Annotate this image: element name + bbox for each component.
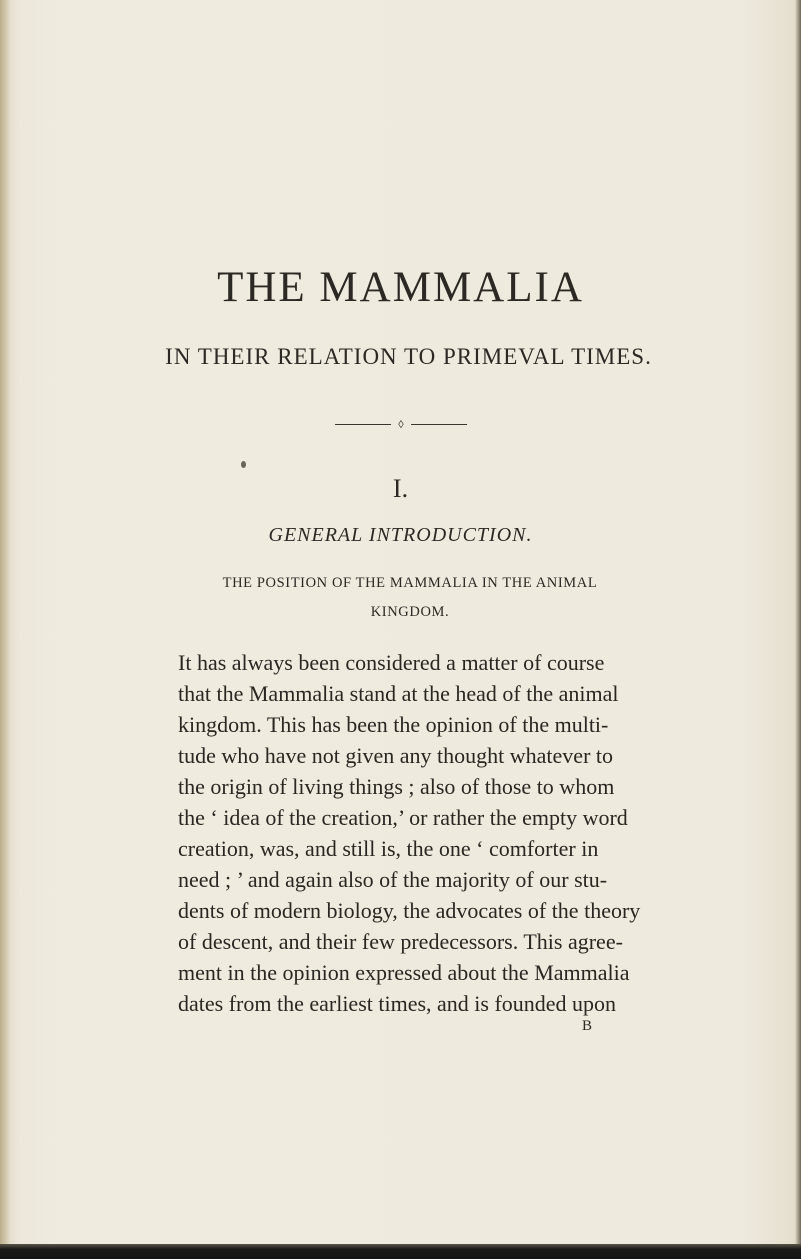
body-line: the ‘ idea of the creation,’ or rather the empty word xyxy=(178,805,628,830)
ornament-rule-right xyxy=(411,424,467,425)
body-line: dents of modern biology, the advocates of the theory xyxy=(178,898,641,923)
body-line: It has always been considered a matter of course xyxy=(178,650,605,675)
book-title: THE MAMMALIA xyxy=(217,264,584,311)
body-line: creation, was, and still is, the one ‘ comforter in xyxy=(178,836,599,861)
section-title: GENERAL INTRODUCTION. xyxy=(268,524,533,546)
subheading-line: THE POSITION OF THE MAMMALIA IN THE ANIMAL xyxy=(222,575,598,591)
diamond-ornament-icon: ◊ xyxy=(398,419,404,431)
chapter-number: I. xyxy=(392,474,409,503)
page-spine-shadow xyxy=(0,0,10,1259)
page-edge xyxy=(795,0,801,1259)
body-line: the origin of living things ; also of those to whom xyxy=(178,774,615,799)
ornament-divider xyxy=(335,419,467,431)
section-subheading xyxy=(150,569,670,627)
ink-speck xyxy=(241,461,246,468)
body-line: kingdom. This has been the opinion of the multi- xyxy=(178,712,609,737)
body-line: ment in the opinion expressed about the Mammalia xyxy=(178,960,630,985)
body-line: dates from the earliest times, and is founded upon xyxy=(178,991,617,1016)
subheading-line: KINGDOM. xyxy=(370,604,450,620)
body-line: tude who have not given any thought whatever to xyxy=(178,743,614,768)
body-line: that the Mammalia stand at the head of the animal xyxy=(178,681,619,706)
page-bottom-shadow xyxy=(0,1244,801,1259)
signature-mark: B xyxy=(582,1018,593,1034)
book-subtitle: IN THEIR RELATION TO PRIMEVAL TIMES. xyxy=(165,344,652,369)
body-line: of descent, and their few predecessors. This agree- xyxy=(178,929,623,954)
body-paragraph xyxy=(178,647,658,1019)
body-line: need ; ’ and again also of the majority of our stu- xyxy=(178,867,608,892)
ornament-rule-left xyxy=(335,424,391,425)
